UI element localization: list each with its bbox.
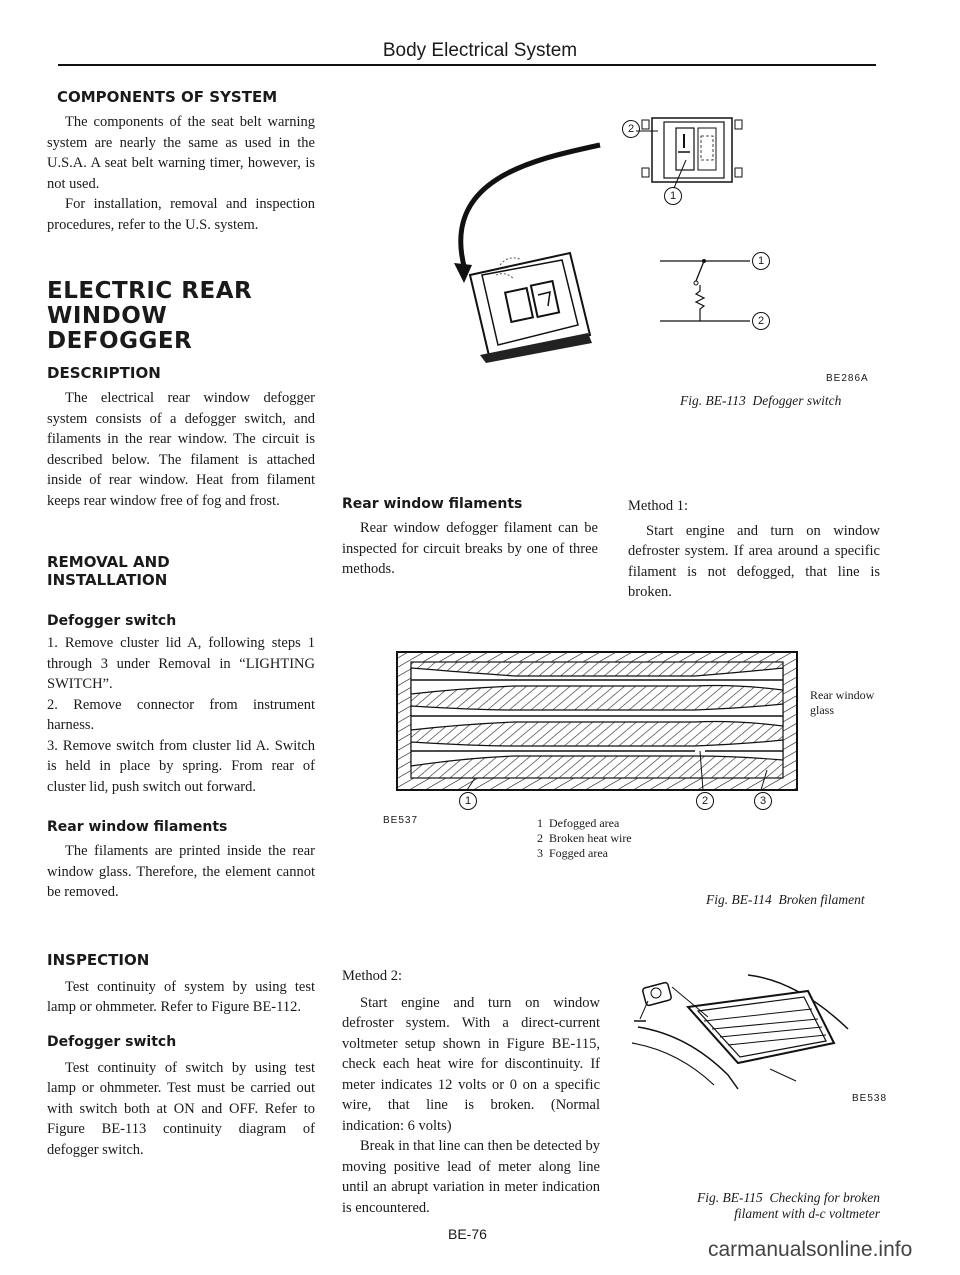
fig113-code: BE286A — [826, 373, 869, 384]
callout-1-diagram: 1 — [752, 252, 770, 270]
defogger-heading-line2: WINDOW DEFOGGER — [47, 303, 193, 354]
curved-arrow — [461, 145, 600, 270]
middle-rear-filaments-heading: Rear window filaments — [342, 496, 523, 512]
fig114-legend — [537, 816, 632, 861]
fig114-caption: Fig. BE-114 Broken filament — [706, 892, 865, 907]
legend-item-1: 1 Defogged area — [537, 816, 620, 830]
removal-step-1: 1. Remove cluster lid A, following steps 1 through 3 under Removal in “LIGHTING SWITCH”. — [47, 635, 315, 692]
glass-label-line1: Rear window — [810, 688, 875, 702]
method2-paragraph-1: Start engine and turn on window defroster system. With a direct-current voltmeter setup shown in Figure BE-115, check each heat wire for discontinuity. If meter indicates 12 volts or 0 on a specific wire, that line is broken. (Normal indication: 6 volts) — [342, 994, 600, 1134]
fig115-caption-line1: Fig. BE-115 Checking for broken — [697, 1190, 880, 1205]
legend-item-2: 2 Broken heat wire — [537, 831, 632, 845]
middle-section — [342, 496, 598, 580]
components-paragraph-1: The components of the seat belt warning system are nearly the same as used in the U.S.A. A seat belt warning timer, however, is not used. — [47, 114, 315, 192]
fig115-caption-line2: filament with d-c voltmeter — [734, 1206, 880, 1221]
removal-step-2: 2. Remove connector from instrument harness. — [47, 696, 315, 733]
glass-label-line2: glass — [810, 703, 834, 717]
method2-heading: Method 2: — [342, 968, 403, 984]
voltmeter-check-illustration — [628, 965, 858, 1095]
description-heading: DESCRIPTION — [47, 364, 161, 382]
left-column — [47, 88, 315, 1160]
description-paragraph: The electrical rear window defogger system consists of a defogger switch, and filaments in the rear window. The circuit is described below. The filament is attached inside of rear window. Heat from filament keeps rear window free of fog and frost. — [47, 390, 315, 509]
page-header-title: Body Electrical System — [382, 40, 578, 61]
arrow-head — [454, 263, 472, 283]
fig114-callout-1: 1 — [459, 792, 477, 810]
defogger-switch-heading: Defogger switch — [47, 613, 177, 629]
fig115-caption — [640, 1190, 880, 1222]
removal-heading-line2: INSTALLATION — [47, 571, 168, 589]
components-paragraph-2: For installation, removal and inspection procedures, refer to the U.S. system. — [47, 196, 315, 233]
defogger-switch-2-paragraph: Test continuity of switch by using test lamp or ohmmeter. Test must be carried out with switch both at ON and OFF. Refer to Figure BE-113 continuity diagram of defogger switch. — [47, 1059, 315, 1158]
broken-filament-illustration — [395, 650, 805, 800]
method2-section — [342, 966, 600, 1218]
watermark: carmanualsonline.info — [708, 1238, 913, 1261]
method1-paragraph: Start engine and turn on window defroster system. If area around a specific filament is not defogged, that line is broken. — [628, 522, 880, 600]
inspection-paragraph: Test continuity of system by using test lamp or ohmmeter. Refer to Figure BE-112. — [47, 978, 315, 1015]
fig115-code: BE538 — [852, 1093, 888, 1104]
method2-paragraph-2: Break in that line can then be detected by moving positive lead of meter along line until an abrupt variation in meter indication is encountered. — [342, 1138, 600, 1216]
callout-2-diagram: 2 — [752, 312, 770, 330]
defogger-switch-illustration — [420, 105, 620, 365]
fig113-caption: Fig. BE-113 Defogger switch — [680, 393, 842, 408]
defogger-switch-2-heading: Defogger switch — [47, 1033, 177, 1050]
inspection-heading: INSPECTION — [47, 950, 150, 969]
components-heading: COMPONENTS OF SYSTEM — [57, 88, 278, 106]
fig114-code: BE537 — [383, 815, 419, 826]
fig114-callout-2: 2 — [696, 792, 714, 810]
fig114-callout-3: 3 — [754, 792, 772, 810]
defogger-heading-line1: ELECTRIC REAR — [47, 278, 253, 304]
method1-heading: Method 1: — [628, 498, 689, 514]
switch-schematic-top — [640, 112, 750, 190]
callout-1-switch: 1 — [664, 187, 682, 205]
header-rule — [58, 64, 876, 66]
rear-filaments-paragraph: The filaments are printed inside the rear window glass. Therefore, the element cannot be removed. — [47, 843, 315, 900]
removal-heading-line1: REMOVAL AND — [47, 553, 170, 571]
callout-2-switch: 2 — [622, 120, 640, 138]
rear-filaments-heading: Rear window filaments — [47, 819, 228, 835]
legend-item-3: 3 Fogged area — [537, 846, 608, 860]
method1-section — [628, 496, 880, 603]
removal-step-3: 3. Remove switch from cluster lid A. Switch is held in place by spring. From rear of cluster lid, push switch out forward. — [47, 737, 315, 795]
fig114-glass-label — [810, 688, 874, 718]
page-number: BE-76 — [448, 1226, 487, 1242]
middle-rear-filaments-paragraph: Rear window defogger filament can be inspected for circuit breaks by one of three methods. — [342, 520, 598, 577]
